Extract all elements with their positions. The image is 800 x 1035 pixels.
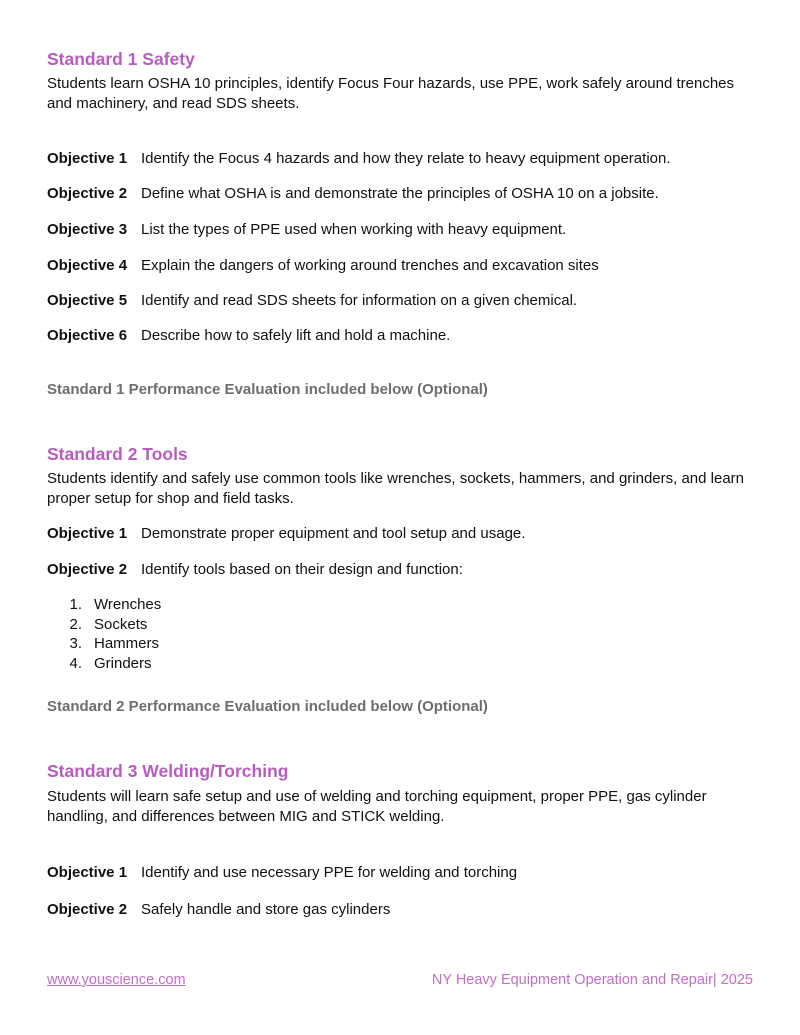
standard-2-evaluation-note: Standard 2 Performance Evaluation included below (Optional) — [47, 698, 488, 715]
list-item — [47, 595, 161, 615]
objective-text: Explain the dangers of working around trenches and excavation sites — [141, 257, 599, 274]
footer-course-label: NY Heavy Equipment Operation and Repair| 2025 — [431, 972, 753, 988]
standard-1-objective-5 — [47, 292, 577, 309]
list-number: 3. — [69, 635, 82, 653]
objective-text: Identify and read SDS sheets for information on a given chemical. — [141, 292, 578, 309]
standard-1-evaluation-note: Standard 1 Performance Evaluation included below (Optional) — [47, 381, 488, 398]
standard-3-objective-2 — [47, 901, 390, 918]
objective-label: Objective 1 — [47, 150, 128, 167]
standard-1-objective-4 — [47, 257, 599, 274]
standard-1-objective-2 — [47, 185, 659, 202]
objective-text: Define what OSHA is and demonstrate the principles of OSHA 10 on a jobsite. — [141, 185, 659, 202]
objective-text: List the types of PPE used when working with heavy equipment. — [141, 221, 567, 238]
list-item — [47, 615, 161, 635]
list-number: 1. — [69, 596, 82, 613]
footer-website-link[interactable]: www.youscience.com — [47, 972, 186, 988]
list-number: 4. — [69, 655, 82, 673]
standard-2-objective-2 — [47, 561, 463, 578]
standard-3-description: Students will learn safe setup and use of welding and torching equipment, proper PPE, gas cylinder handling, and differences between MIG and STICK welding. — [47, 788, 707, 825]
objective-label: Objective 3 — [47, 221, 128, 238]
list-item — [47, 634, 161, 654]
objective-label: Objective 1 — [47, 525, 128, 542]
objective-label: Objective 4 — [47, 257, 128, 274]
objective-label: Objective 5 — [47, 292, 128, 309]
objective-text: Safely handle and store gas cylinders — [141, 901, 391, 918]
objective-label: Objective 2 — [47, 901, 128, 918]
objective-text: Identify and use necessary PPE for welding and torching — [141, 864, 518, 881]
standard-2-objective-1 — [47, 525, 525, 542]
objective-text: Identify tools based on their design and function: — [141, 561, 463, 578]
objective-text: Demonstrate proper equipment and tool setup and usage. — [141, 525, 526, 542]
list-number: 2. — [69, 615, 82, 633]
list-item — [47, 654, 161, 674]
standard-1-title: Standard 1 Safety — [47, 49, 195, 69]
list-text: Sockets — [94, 615, 148, 633]
standard-1-objective-1 — [47, 150, 671, 167]
standard-1-objective-3 — [47, 221, 566, 238]
standard-2-description: Students identify and safely use common tools like wrenches, sockets, hammers, and grinders, and learn proper setup for shop and field tasks. — [47, 470, 745, 507]
objective-text: Describe how to safely lift and hold a machine. — [141, 327, 451, 344]
list-text: Hammers — [94, 635, 160, 653]
list-text: Grinders — [94, 655, 152, 673]
tools-list — [47, 595, 161, 674]
list-text: Wrenches — [94, 596, 162, 613]
standard-1-description: Students learn OSHA 10 principles, identify Focus Four hazards, use PPE, work safely around trenches and machinery, and read SDS sheets. — [47, 75, 735, 112]
standard-2-title: Standard 2 Tools — [47, 444, 188, 464]
objective-label: Objective 2 — [47, 561, 128, 578]
standard-1-objective-6 — [47, 327, 450, 344]
objective-label: Objective 6 — [47, 327, 128, 344]
objective-label: Objective 2 — [47, 185, 128, 202]
objective-text: Identify the Focus 4 hazards and how they relate to heavy equipment operation. — [141, 150, 671, 167]
standard-3-objective-1 — [47, 864, 517, 881]
standard-3-title: Standard 3 Welding/Torching — [47, 761, 289, 781]
objective-label: Objective 1 — [47, 864, 128, 881]
